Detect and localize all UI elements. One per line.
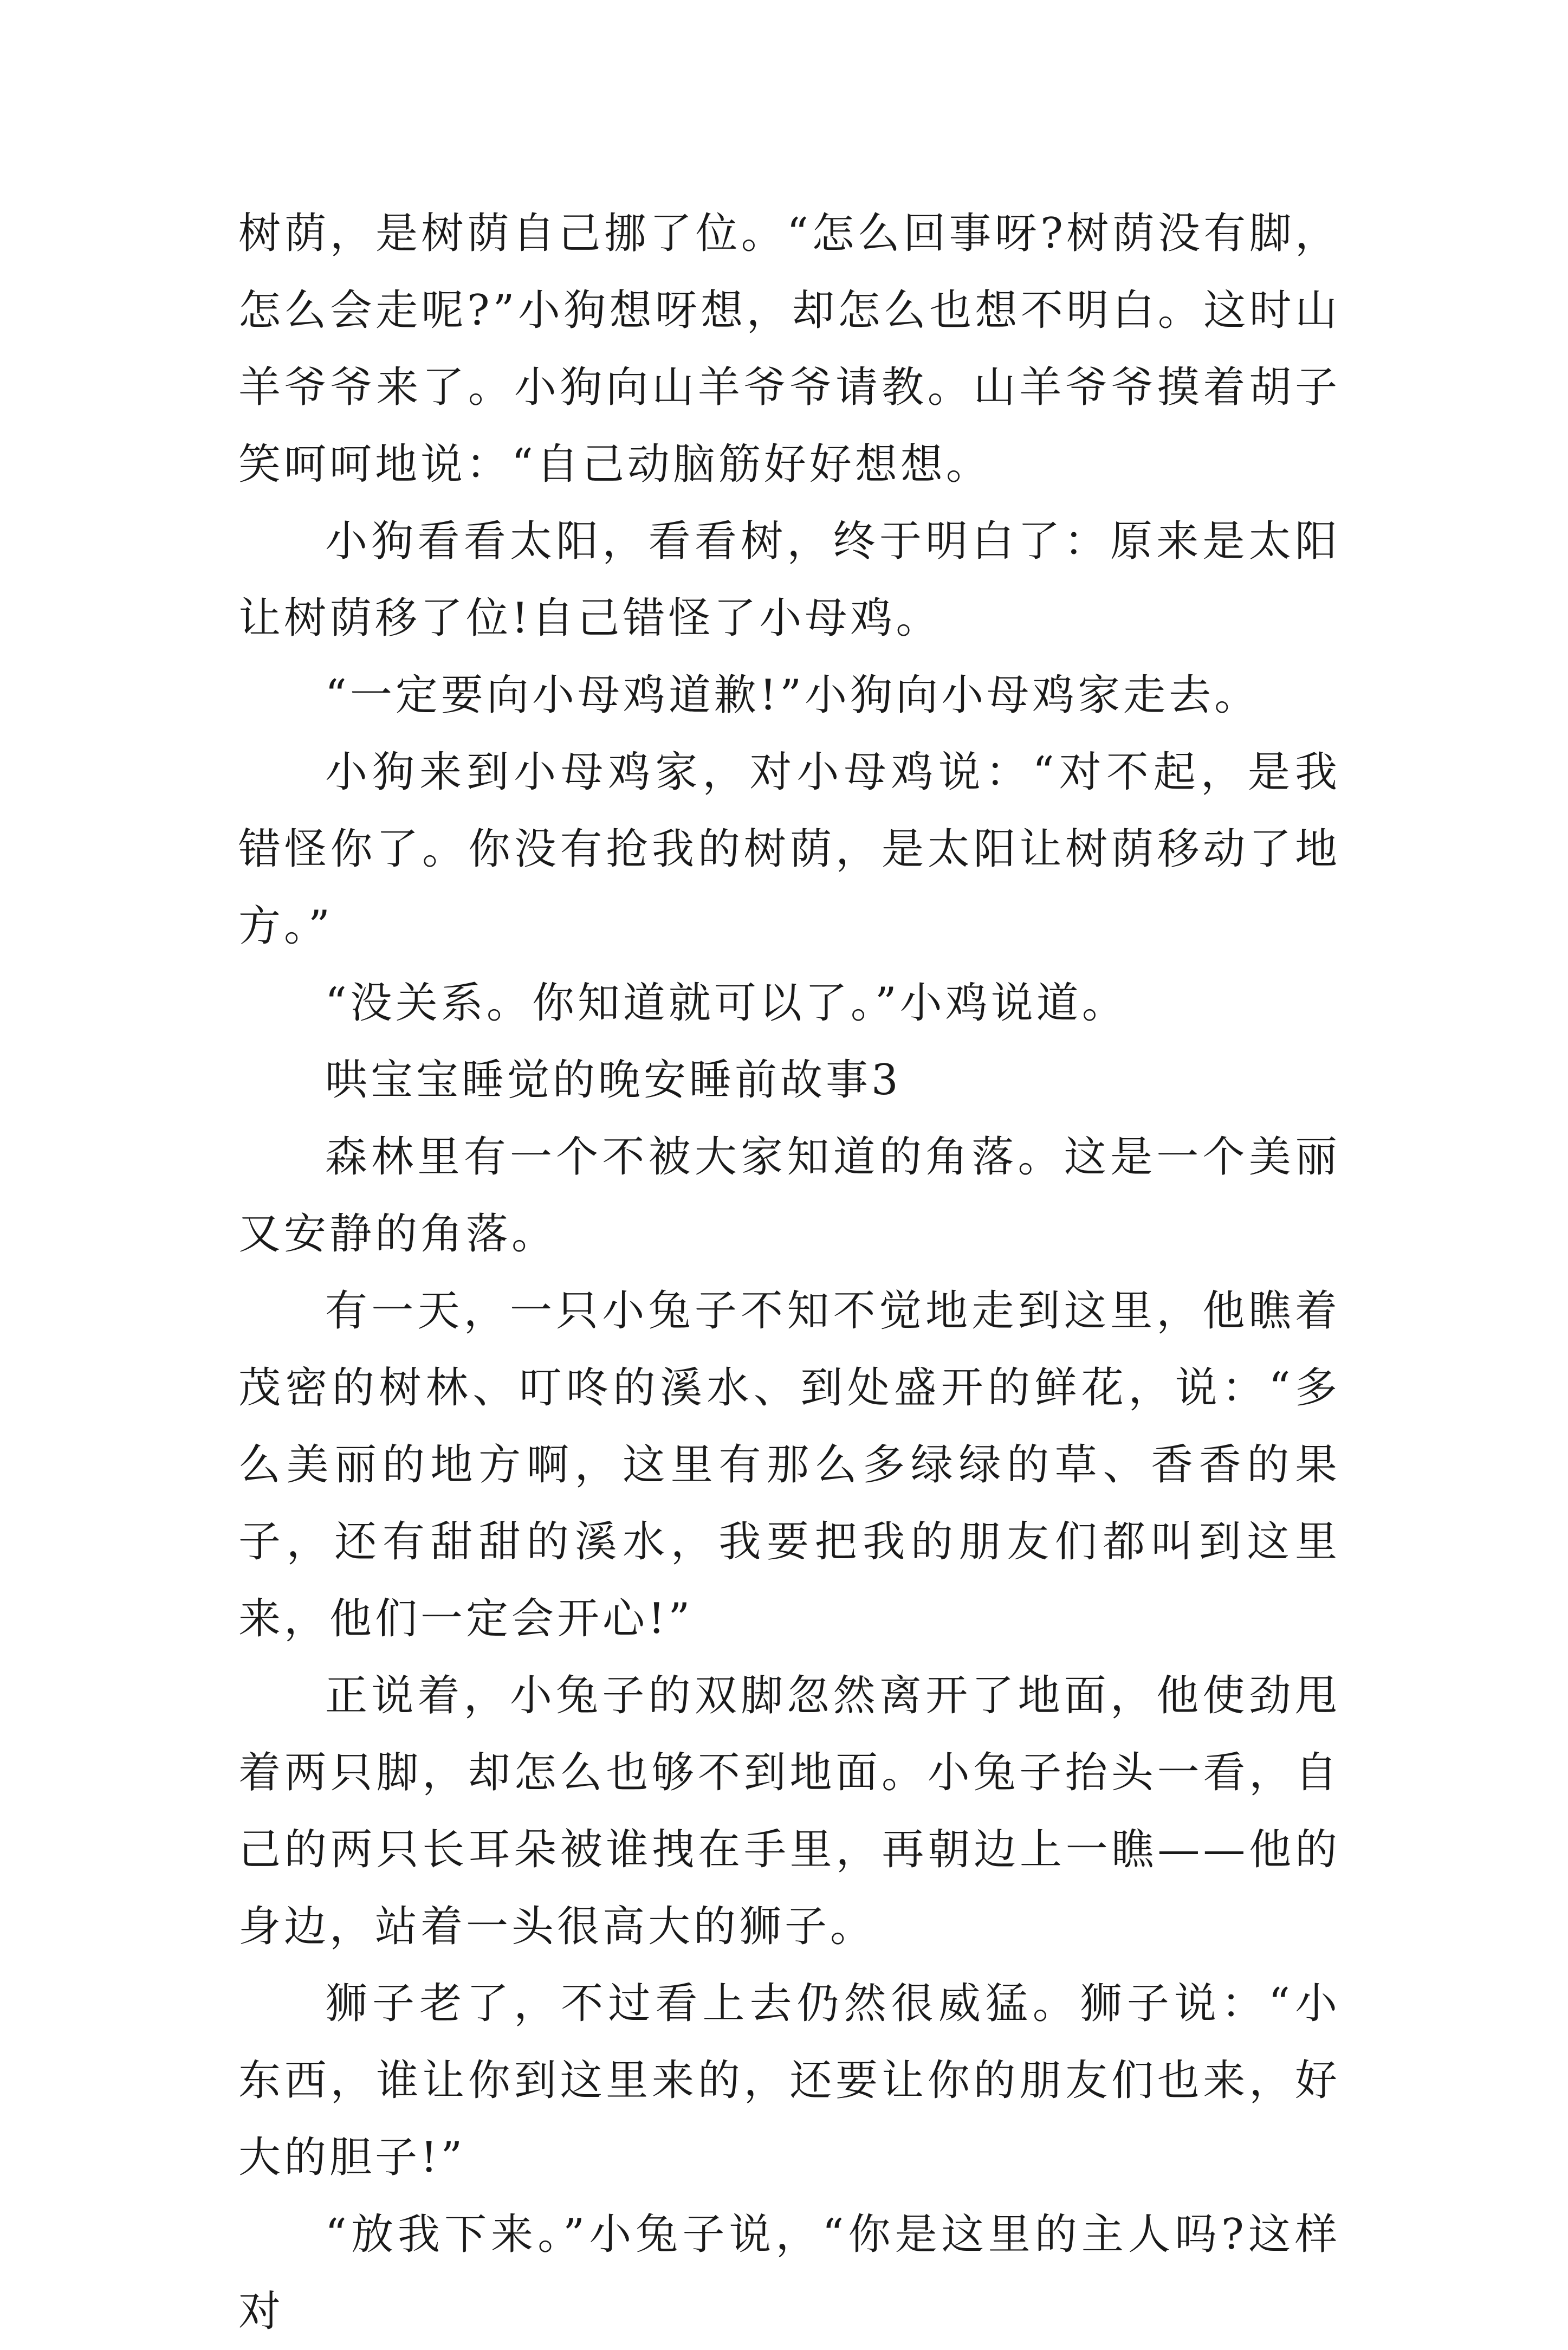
story-text <box>238 195 1340 2350</box>
paragraph: 森林里有一个不被大家知道的角落。这是一个美丽又安静的角落。 <box>238 1133 1340 1258</box>
paragraph: “放我下来。”小兔子说，“你是这里的主人吗?这样对 <box>238 2210 1340 2336</box>
paragraph: 有一天，一只小兔子不知不觉地走到这里，他瞧着茂密的树林、叮咚的溪水、到处盛开的鲜花，说：“多么美丽的地方啊，这里有那么多绿绿的草、香香的果子，还有甜甜的溪水，我要把我的朋友们都叫到这里来，他们一定会开心!” <box>238 1287 1340 1643</box>
paragraph: 树荫，是树荫自己挪了位。“怎么回事呀?树荫没有脚，怎么会走呢?”小狗想呀想，却怎么也想不明白。这时山羊爷爷来了。小狗向山羊爷爷请教。山羊爷爷摸着胡子笑呵呵地说：“自己动脑筋好好想想。 <box>238 209 1340 489</box>
paragraph: 小狗看看太阳，看看树，终于明白了：原来是太阳让树荫移了位!自己错怪了小母鸡。 <box>238 517 1340 643</box>
paragraph: 正说着，小兔子的双脚忽然离开了地面，他使劲甩着两只脚，却怎么也够不到地面。小兔子抬头一看，自己的两只长耳朵被谁拽在手里，再朝边上一瞧——他的身边，站着一头很高大的狮子。 <box>238 1671 1340 1951</box>
paragraph: “没关系。你知道就可以了。”小鸡说道。 <box>325 979 1128 1028</box>
story-heading: 哄宝宝睡觉的晚安睡前故事3 <box>325 1056 902 1105</box>
paragraph: 狮子老了，不过看上去仍然很威猛。狮子说：“小东西，谁让你到这里来的，还要让你的朋友们也来，好大的胆子!” <box>238 1979 1340 2182</box>
paragraph: 小狗来到小母鸡家，对小母鸡说：“对不起，是我错怪你了。你没有抢我的树荫，是太阳让树荫移动了地方。” <box>238 748 1340 951</box>
paragraph: “一定要向小母鸡道歉!”小狗向小母鸡家走去。 <box>325 671 1260 720</box>
